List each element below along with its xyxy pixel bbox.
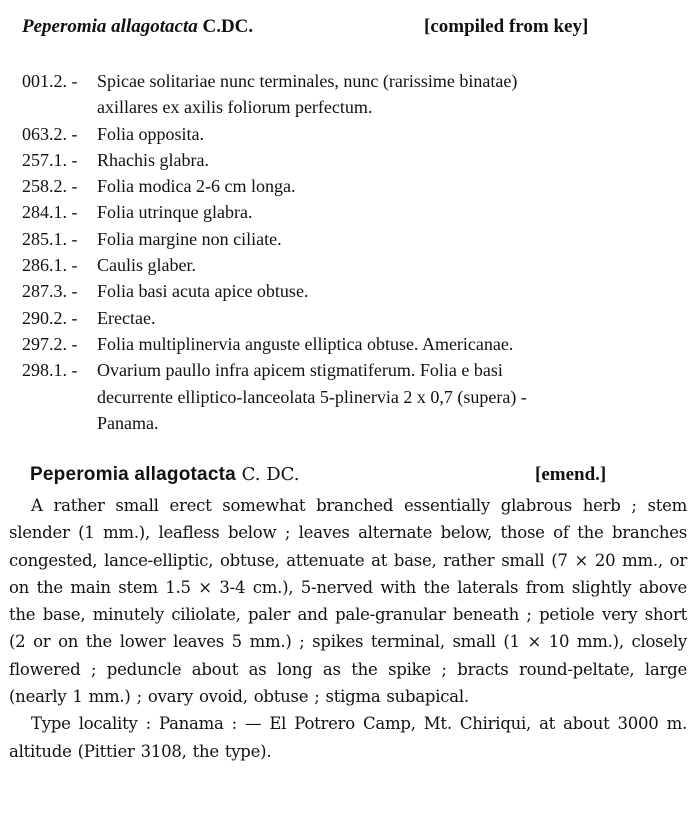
species-author-emended: C. DC. [241, 464, 300, 485]
key-entry-text [97, 252, 682, 278]
key-entry-text [97, 121, 682, 147]
key-entry-text-line: Ovarium paullo infra apicem stigmatiferum. Folia e basi [97, 360, 503, 381]
key-section-header [22, 16, 642, 40]
key-entry [22, 68, 682, 121]
key-entry [22, 173, 682, 199]
key-entry-text-line: Folia multiplinervia anguste elliptica obtuse. Americanae. [97, 333, 514, 354]
key-entry-text-line: decurrente elliptico-lanceolata 5-plinervia 2 x 0,7 (supera) - [97, 386, 527, 407]
key-entry-text [97, 278, 682, 304]
species-title-emended [30, 464, 299, 486]
key-entry-text-line: Erectae. [97, 307, 156, 328]
key-entry-text [97, 357, 682, 436]
emended-section-header [30, 464, 670, 490]
key-entry-code: 297.2. - [22, 333, 78, 354]
key-entry-text [97, 147, 682, 173]
key-entry [22, 199, 682, 225]
key-entry [22, 121, 682, 147]
key-entry [22, 252, 682, 278]
key-entry-text-line: axillares ex axilis foliorum perfectum. [97, 97, 373, 118]
key-entry-text-line: Folia opposita. [97, 123, 204, 144]
description-paragraph: A rather small erect somewhat branched essentially glabrous herb ; stem slender (1 mm.), leafless below ; leaves alternate below, those of the branches congested, lance-elliptic, obtuse, attenuate at base, rather small (7 × 20 mm., or on the main stem 1.5 × 3-4 cm.), 5-nerved with the laterals from slightly above the base, minutely ciliolate, paler and pale-granular beneath ; petiole very short (2 or on the lower leaves 5 mm.) ; spikes terminal, small (1 × 10 mm.), closely flowered ; peduncle about as long as the spike ; bracts round-peltate, large (nearly 1 mm.) ; ovary ovoid, obtuse ; stigma subapical. [9, 496, 687, 707]
key-entry-text-line: Panama. [97, 412, 159, 433]
compiled-tag: [compiled from key] [424, 16, 589, 37]
key-entry-code: 284.1. - [22, 202, 78, 223]
key-entry-code: 286.1. - [22, 255, 78, 276]
key-entry-text-line: Folia utrinque glabra. [97, 202, 253, 223]
key-entry-text-line: Folia basi acuta apice obtuse. [97, 281, 309, 302]
key-entry [22, 305, 682, 331]
key-entries-list [22, 68, 682, 436]
key-entry-text-line: Rhachis glabra. [97, 149, 209, 170]
key-entry-code: 001.2. - [22, 71, 78, 91]
key-entry-text-line: Folia margine non ciliate. [97, 228, 282, 249]
species-description [9, 492, 687, 765]
key-entry [22, 331, 682, 357]
key-entry-text [97, 305, 682, 331]
key-entry-code: 257.1. - [22, 149, 78, 170]
key-entry [22, 278, 682, 304]
key-entry-code: 290.2. - [22, 307, 78, 328]
species-name: Peperomia allagotacta [22, 16, 198, 37]
key-entry-text [97, 199, 682, 225]
key-entry-code: 258.2. - [22, 176, 78, 197]
key-entry [22, 357, 682, 436]
key-entry-code: 063.2. - [22, 123, 78, 144]
key-entry-text-line: Spicae solitariae nunc terminales, nunc (rarissime binatae) [97, 71, 518, 91]
key-entry-text [97, 173, 682, 199]
type-locality-paragraph: Type locality : Panama : — El Potrero Camp, Mt. Chiriqui, at about 3000 m. altitude (Pittier 3108, the type). [9, 714, 687, 761]
species-name-emended: Peperomia allagotacta [30, 464, 236, 485]
species-author: C.DC. [202, 16, 254, 37]
key-entry [22, 226, 682, 252]
species-title-key [22, 16, 253, 38]
key-entry-code: 285.1. - [22, 228, 78, 249]
key-entry-code: 287.3. - [22, 281, 78, 302]
key-entry [22, 147, 682, 173]
key-entry-code: 298.1. - [22, 360, 78, 381]
emend-tag: [emend.] [535, 464, 607, 485]
key-entry-text [97, 226, 682, 252]
key-entry-text-line: Folia modica 2-6 cm longa. [97, 176, 296, 197]
key-entry-text-line: Caulis glaber. [97, 255, 196, 276]
key-entry-text [97, 68, 682, 121]
key-entry-text [97, 331, 682, 357]
